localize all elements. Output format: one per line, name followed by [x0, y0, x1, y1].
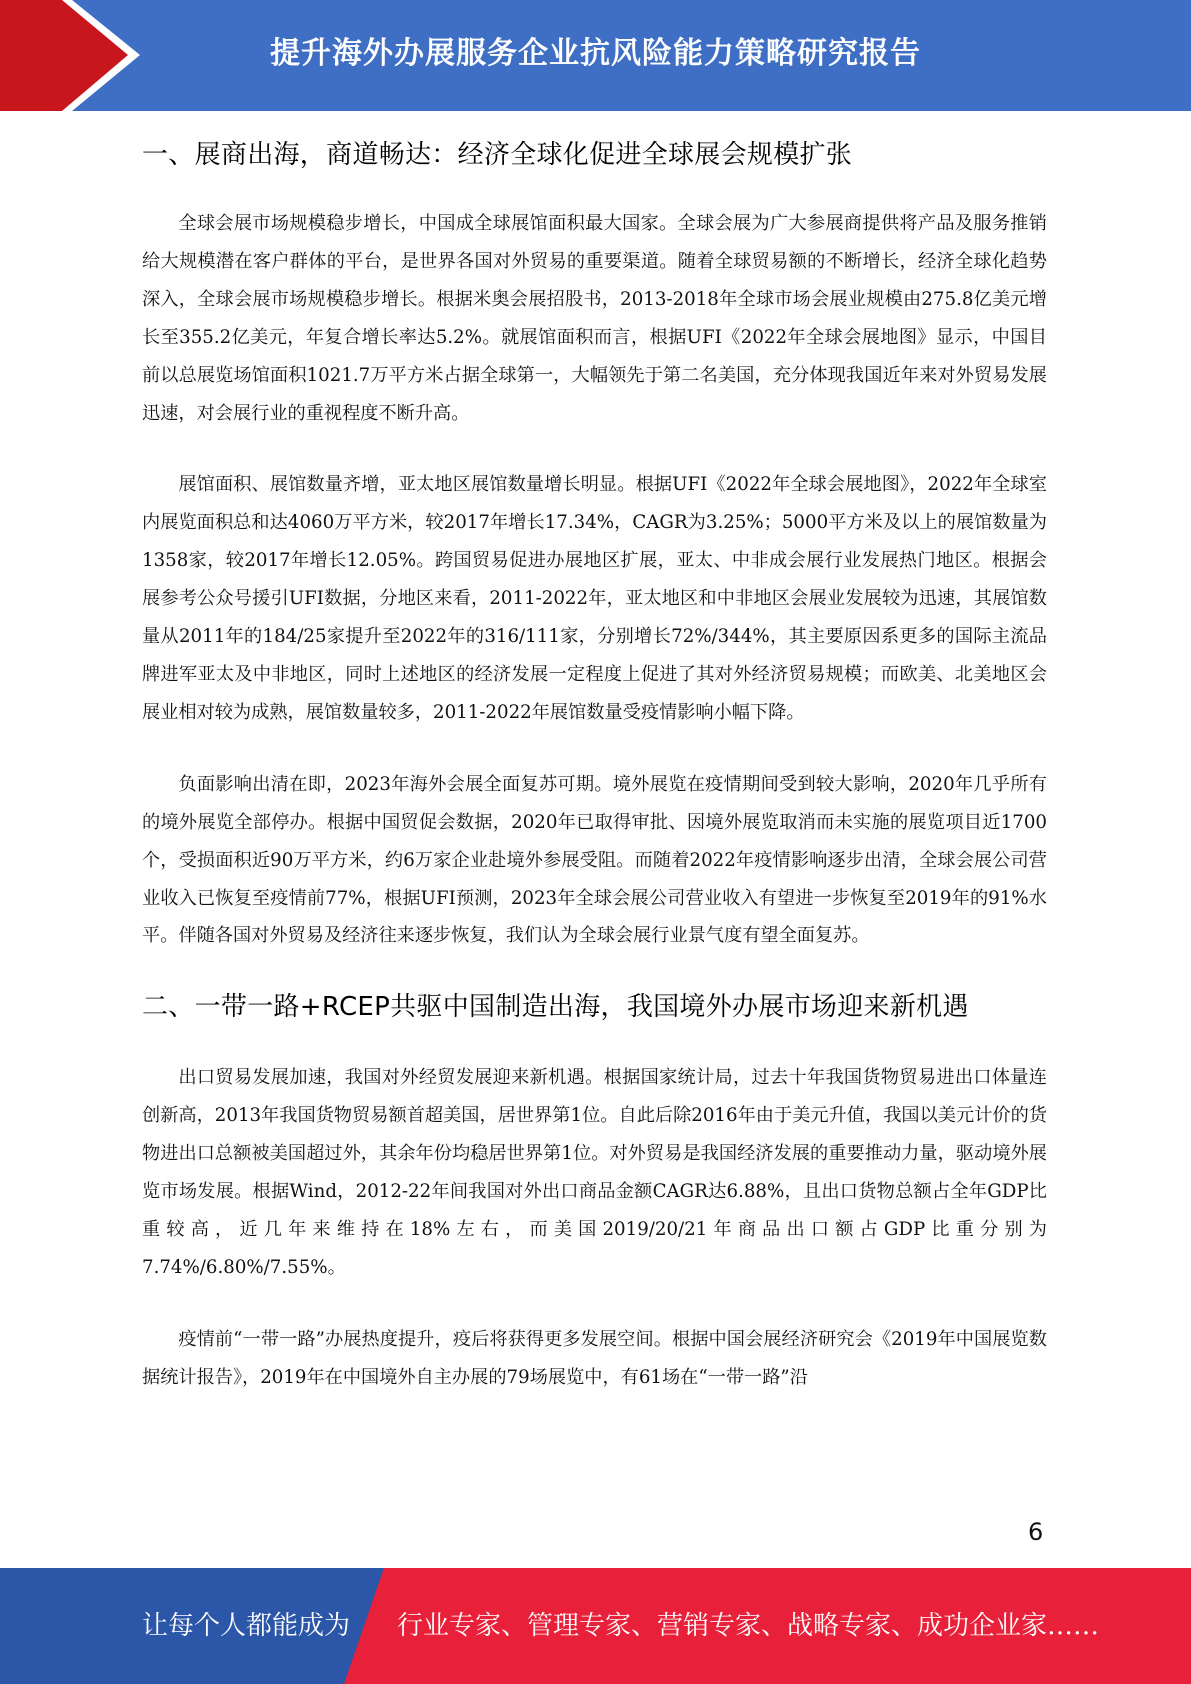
report-title: 提升海外办展服务企业抗风险能力策略研究报告 — [270, 36, 921, 71]
paragraph: 出口贸易发展加速，我国对外经贸发展迎来新机遇。根据国家统计局，过去十年我国货物贸易进出口体量连创新高，2013年我国货物贸易额首超美国，居世界第1位。自此后除2016年由于美元升值，我国以美元计价的货物进出口总额被美国超过外，其余年份均稳居世界第1位。对外贸易是我国经济发展的重要推动力量，驱动境外展览市场发展。根据Wind，2012-22年间我国对外出口商品金额CAGR达6.88%，且出口货物总额占全年GDP比重较高，近几年来维持在18%左右，而美国2019/20/21年商品出口额占GDP比重分别为7.74%/6.80%/7.55%。 — [142, 1067, 1047, 1278]
section-heading-1: 一、展商出海，商道畅达：经济全球化促进全球展会规模扩张 — [142, 140, 853, 170]
footer-slogan-left: 让每个人都能成为 — [142, 1611, 351, 1641]
paragraph: 展馆面积、展馆数量齐增，亚太地区展馆数量增长明显。根据UFI《2022年全球会展地图》，2022年全球室内展览面积总和达4060万平方米，较2017年增长17.34%，CAGR为3.25%；5000平方米及以上的展馆数量为1358家，较2017年增长12.05%。跨国贸易促进办展地区扩展，亚太、中非成会展行业发展热门地区。根据会展参考公众号援引UFI数据，分地区来看，2011-2022年，亚太地区和中非地区会展业发展较为迅速，其展馆数量从2011年的184/25家提升至2022年的316/111家，分别增长72%/344%，其主要原因系更多的国际主流品牌进军亚太及中非地区，同时上述地区的经济发展一定程度上促进了其对外经济贸易规模；而欧美、北美地区会展业相对较为成熟，展馆数量较多，2011-2022年展馆数量受疫情影响小幅下降。 — [142, 474, 1047, 723]
paragraph: 全球会展市场规模稳步增长，中国成全球展馆面积最大国家。全球会展为广大参展商提供将产品及服务推销给大规模潜在客户群体的平台，是世界各国对外贸易的重要渠道。随着全球贸易额的不断增长，经济全球化趋势深入，全球会展市场规模稳步增长。根据米奥会展招股书，2013-2018年全球市场会展业规模由275.8亿美元增长至355.2亿美元，年复合增长率达5.2%。就展馆面积而言，根据UFI《2022年全球会展地图》显示，中国目前以总展览场馆面积1021.7万平方米占据全球第一，大幅领先于第二名美国，充分体现我国近年来对外贸易发展迅速，对会展行业的重视程度不断升高。 — [142, 213, 1047, 424]
paragraph: 疫情前“一带一路”办展热度提升，疫后将获得更多发展空间。根据中国会展经济研究会《2019年中国展览数据统计报告》，2019年在中国境外自主办展的79场展览中，有61场在“一带一路”沿 — [142, 1328, 1047, 1388]
footer-slogan-right: 行业专家、管理专家、营销专家、战略专家、成功企业家…… — [397, 1611, 1100, 1641]
section-heading-2: 二、一带一路+RCEP共驱中国制造出海，我国境外办展市场迎来新机遇 — [142, 992, 969, 1023]
header-banner — [0, 0, 1191, 111]
footer-banner — [0, 1568, 1191, 1684]
page-number: 6 — [1028, 1518, 1044, 1546]
document-body — [142, 126, 1047, 1397]
paragraph: 负面影响出清在即，2023年海外会展全面复苏可期。境外展览在疫情期间受到较大影响，2020年几乎所有的境外展览全部停办。根据中国贸促会数据，2020年已取得审批、因境外展览取消而未实施的展览项目近1700个，受损面积近90万平方米，约6万家企业赴境外参展受阻。而随着2022年疫情影响逐步出清，全球会展公司营业收入已恢复至疫情前77%，根据UFI预测，2023年全球会展公司营业收入有望进一步恢复至2019年的91%水平。伴随各国对外贸易及经济往来逐步恢复，我们认为全球会展行业景气度有望全面复苏。 — [142, 773, 1047, 947]
header-arrow-icon — [0, 0, 160, 111]
